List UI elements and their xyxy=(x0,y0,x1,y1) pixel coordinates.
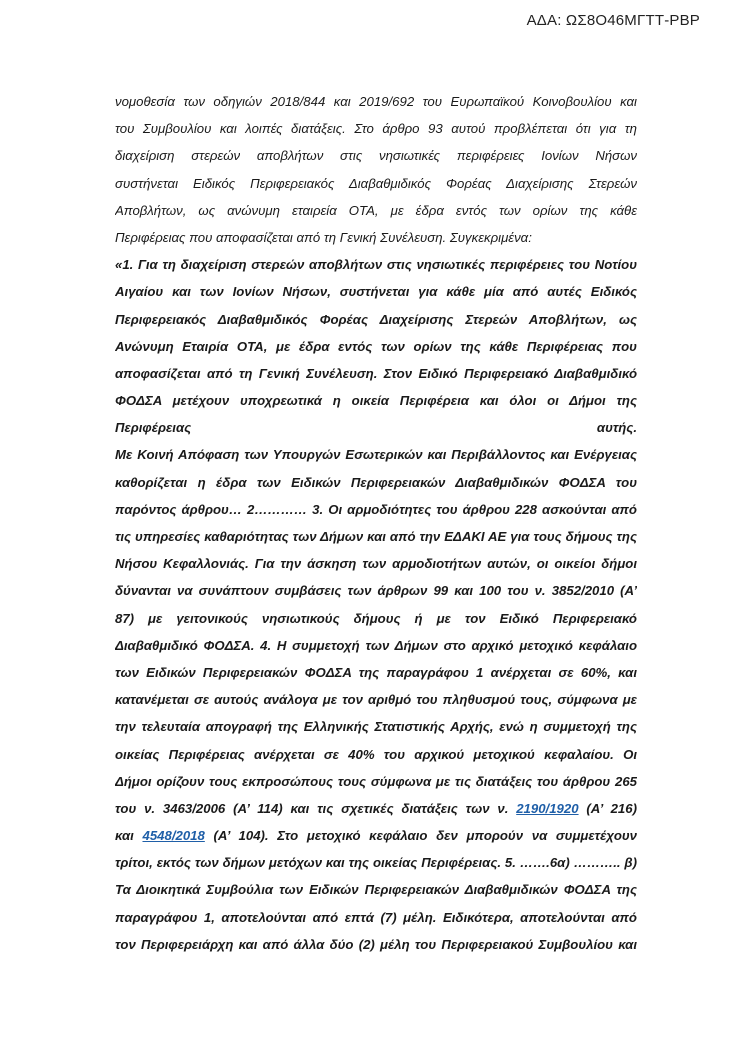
text-line: συστήνεται Ειδικός Περιφερειακός Διαβαθμιδικός Φορέας Διαχείρισης Στερεών xyxy=(115,175,637,191)
text-line: Περιφέρειας που αποφασίζεται από τη Γενική Συνέλευση. Συγκεκριμένα: xyxy=(115,229,532,245)
quoted-article xyxy=(115,251,637,958)
text-line: παραγράφου 1, αποτελούνται από επτά (7) μέλη. Ειδικότερα, αποτελούνται από xyxy=(115,909,637,925)
text-line-with-link xyxy=(115,822,637,849)
text-line: Νήσου Κεφαλλονιάς. Για την άσκηση των αρμοδιοτήτων αυτών, οι οικείοι δήμοι xyxy=(115,556,637,572)
text-line: του Συμβουλίου και λοιπές διατάξεις. Στο άρθρο 93 αυτού προβλέπεται ότι για τη xyxy=(115,121,637,137)
text-line: ΦΟΔΣΑ μετέχουν υποχρεωτικά η οικεία Περιφέρεια και όλοι οι Δήμοι της xyxy=(115,393,637,409)
spread-left-text: Περιφέρειας xyxy=(115,420,192,436)
text-segment: (Α’ 216) xyxy=(578,800,637,816)
text-line: οικείας Περιφέρειας ανέρχεται σε 40% του αρχικού μετοχικού κεφαλαίου. Οι xyxy=(115,746,637,762)
ada-identifier: ΑΔΑ: ΩΣ8Ο46ΜΓΤΤ-ΡΒΡ xyxy=(526,12,700,29)
document-body xyxy=(115,88,637,958)
text-line: κατανέμεται σε αυτούς ανάλογα με τον αριθμό του πληθυσμού τους, σύμφωνα με xyxy=(115,692,637,708)
text-line-with-link xyxy=(115,795,637,822)
text-line: διαχείριση στερεών αποβλήτων στις νησιωτικές περιφέρειες Ιονίων Νήσων xyxy=(115,148,637,164)
spread-right-text: αυτής. xyxy=(596,420,637,436)
text-line: Περιφερειακός Διαβαθμιδικός Φορέας Διαχείρισης Στερεών Αποβλήτων, ως xyxy=(115,311,637,327)
text-line: Δήμοι ορίζουν τους εκπροσώπους τους σύμφωνα με τις διατάξεις του άρθρου 265 xyxy=(115,773,637,789)
text-line: καθορίζεται η έδρα των Ειδικών Περιφερειακών Διαβαθμιδικών ΦΟΔΣΑ του xyxy=(115,474,637,490)
text-line: τις υπηρεσίες καθαριότητας των Δήμων και από την ΕΔΑΚΙ ΑΕ για τους δήμους της xyxy=(115,529,637,544)
text-line: αποφασίζεται από τη Γενική Συνέλευση. Στον Ειδικό Περιφερειακό Διαβαθμιδικό xyxy=(115,365,637,381)
text-line: Αιγαίου και των Ιονίων Νήσων, συστήνεται για κάθε μία από αυτές Ειδικός xyxy=(115,284,637,300)
text-line: την τελευταία απογραφή της Ελληνικής Στατιστικής Αρχής, ενώ η συμμετοχή της xyxy=(115,719,637,735)
text-line: 87) με γειτονικούς νησιωτικούς δήμους ή με τον Ειδικό Περιφερειακό xyxy=(115,610,637,626)
text-line: νομοθεσία των οδηγιών 2018/844 και 2019/692 του Ευρωπαϊκού Κοινοβουλίου και xyxy=(115,94,637,109)
law-link-2190-1920[interactable]: 2190/1920 xyxy=(516,800,579,816)
text-segment: και xyxy=(115,828,143,844)
text-line: παρόντος άρθρου… 2………… 3. Οι αρμοδιότητες του άρθρου 228 ασκούνται από xyxy=(115,501,637,517)
text-line: τρίτοι, εκτός των δήμων μετόχων και της οικείας Περιφέρειας. 5. …….6α) ……….. β) xyxy=(115,855,637,871)
text-segment: (Α’ 104). Στο μετοχικό κεφάλαιο δεν μπορούν να συμμετέχουν xyxy=(204,828,637,844)
text-line: των Ειδικών Περιφερειακών ΦΟΔΣΑ της παραγράφου 1 ανέρχεται σε 60%, και xyxy=(115,664,637,680)
text-line: Ανώνυμη Εταιρία ΟΤΑ, με έδρα εντός των ορίων της κάθε Περιφέρειας που xyxy=(115,338,637,354)
text-line: δύνανται να συνάπτουν συμβάσεις των άρθρων 99 και 100 του ν. 3852/2010 (Α’ xyxy=(115,583,637,599)
text-line: Με Κοινή Απόφαση των Υπουργών Εσωτερικών και Περιβάλλοντος και Ενέργειας xyxy=(115,447,637,463)
text-line: «1. Για τη διαχείριση στερεών αποβλήτων στις νησιωτικές περιφέρειες του Νοτίου xyxy=(115,257,637,273)
text-line: Τα Διοικητικά Συμβούλια των Ειδικών Περιφερειακών Διαβαθμιδικών ΦΟΔΣΑ της xyxy=(115,882,637,898)
law-link-4548-2018[interactable]: 4548/2018 xyxy=(142,828,205,844)
text-line: τον Περιφερειάρχη και από άλλα δύο (2) μέλη του Περιφερειακού Συμβουλίου και xyxy=(115,936,637,952)
text-line-spread xyxy=(115,414,637,441)
text-segment: του ν. 3463/2006 (Α’ 114) και τις σχετικές διατάξεις των ν. xyxy=(115,800,517,816)
text-line: Αποβλήτων, ως ανώνυμη εταιρεία ΟΤΑ, με έδρα εντός των ορίων της κάθε xyxy=(115,202,637,218)
intro-paragraph xyxy=(115,88,637,251)
text-line: Διαβαθμιδικό ΦΟΔΣΑ. 4. Η συμμετοχή των Δήμων στο αρχικό μετοχικό κεφάλαιο xyxy=(115,637,637,653)
